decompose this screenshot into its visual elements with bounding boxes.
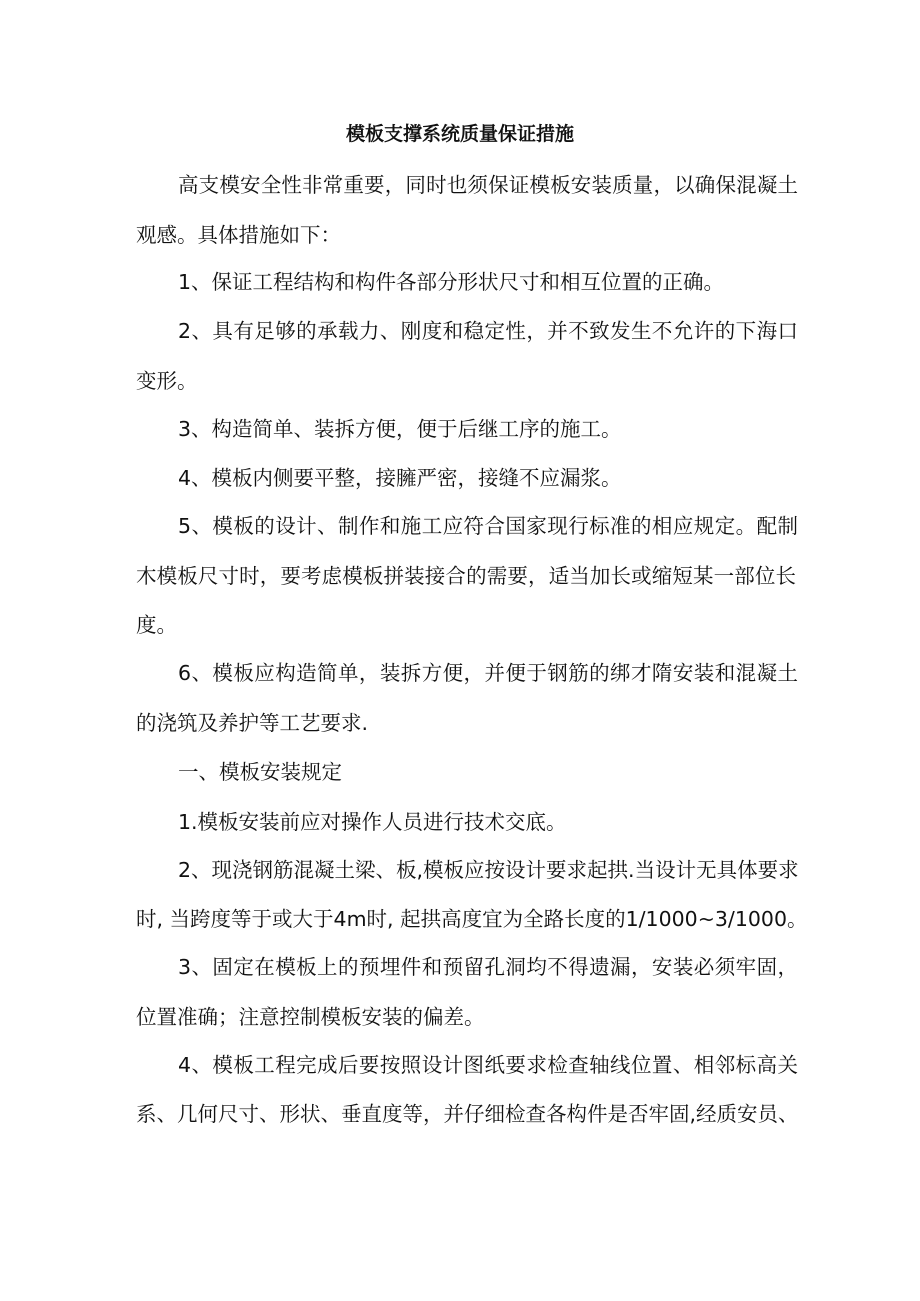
- section-heading-1: 一、模板安装规定: [178, 760, 342, 784]
- paragraph-item-4: 4、模板内侧要平整，接臃严密，接缝不应漏浆。: [178, 466, 622, 490]
- paragraph-intro-line-1: 高支模安全性非常重要，同时也须保证模板安装质量，以确保混凝土: [178, 173, 798, 197]
- paragraph-rule-4-line-1: 4、模板工程完成后要按照设计图纸要求检查轴线位置、相邻标高关: [178, 1053, 798, 1077]
- paragraph-item-5-line-2: 木模板尺寸时，要考虑模板拼装接合的需要，适当加长或缩短某一部位长: [136, 564, 796, 588]
- paragraph-item-5-line-3: 度。: [136, 613, 177, 637]
- paragraph-rule-3-line-2: 位置准确；注意控制模板安装的偏差。: [136, 1005, 485, 1029]
- paragraph-item-1: 1、保证工程结构和构件各部分形状尺寸和相互位置的正确。: [178, 270, 725, 294]
- paragraph-item-6-line-1: 6、模板应构造简单，装拆方便，并便于钢筋的绑才隋安装和混凝土: [178, 661, 798, 685]
- paragraph-item-3: 3、构造简单、装拆方便，便于后继工序的施工。: [178, 417, 622, 441]
- paragraph-item-6-line-2: 的浇筑及养护等工艺要求.: [136, 711, 369, 735]
- paragraph-rule-2-line-1: 2、现浇钢筋混凝土梁、板,模板应按设计要求起拱.当设计无具体要求: [178, 858, 799, 882]
- paragraph-intro-line-2: 观感。具体措施如下：: [136, 223, 341, 247]
- paragraph-item-2-line-2: 变形。: [136, 369, 198, 393]
- paragraph-item-5-line-1: 5、模板的设计、制作和施工应符合国家现行标准的相应规定。配制: [178, 514, 798, 538]
- document-title: 模板支撑系统质量保证措施: [345, 123, 574, 145]
- paragraph-rule-1: 1.模板安装前应对操作人员进行技术交底。: [178, 810, 567, 834]
- paragraph-rule-4-line-2: 系、几何尺寸、形状、垂直度等，并仔细检查各构件是否牢固,经质安员、: [136, 1102, 799, 1126]
- paragraph-rule-2-line-2: 时, 当跨度等于或大于4m时, 起拱高度宜为全路长度的1/1000~3/1000。: [136, 907, 808, 931]
- paragraph-rule-3-line-1: 3、固定在模板上的预埋件和预留孔洞均不得遗漏，安装必须牢固，: [178, 955, 798, 979]
- paragraph-item-2-line-1: 2、具有足够的承载力、刚度和稳定性，并不致发生不允许的下海口: [178, 319, 798, 343]
